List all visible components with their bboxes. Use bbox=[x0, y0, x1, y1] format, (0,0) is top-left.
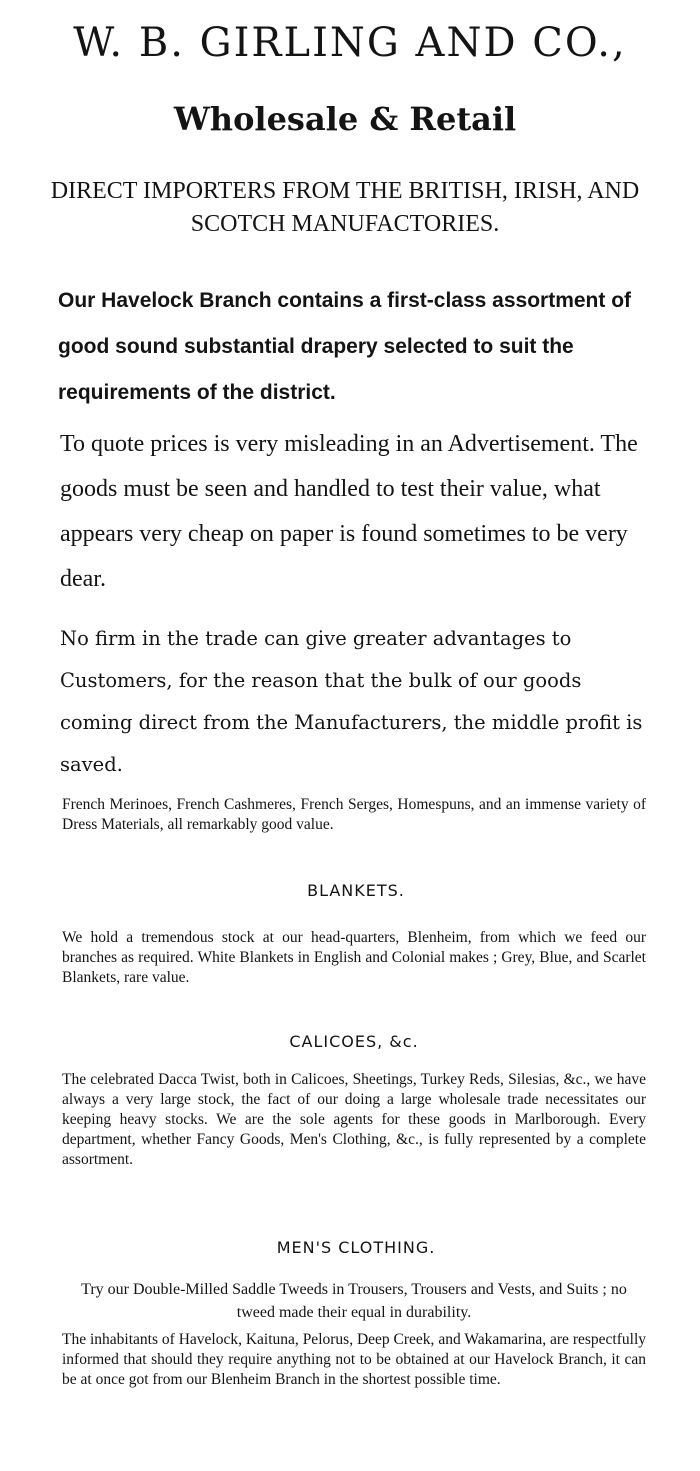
mens-clothing-heading: MEN'S CLOTHING. bbox=[276, 1238, 436, 1257]
calicoes-heading: CALICOES, &c. bbox=[289, 1032, 419, 1051]
tweeds-paragraph: Try our Double-Milled Saddle Tweeds in Trousers, Trousers and Vests, and Suits ; no tweed made their equal in durability. bbox=[81, 1281, 627, 1321]
inhabitants-paragraph: The inhabitants of Havelock, Kaituna, Pelorus, Deep Creek, and Wakamarina, are respectfully informed that should they require anything not to be obtained at our Havelock Branch, it can be at once got from our Blenheim Branch in the shortest possible time. bbox=[62, 1331, 646, 1388]
importers-line: DIRECT IMPORTERS FROM THE BRITISH, IRISH, AND SCOTCH MANUFACTORIES. bbox=[50, 178, 640, 237]
intro-paragraph: Our Havelock Branch contains a first-class assortment of good sound substantial drapery selected to suit the requirements of the district. bbox=[58, 289, 632, 404]
blankets-heading: BLANKETS. bbox=[307, 881, 405, 900]
advantages-paragraph: No firm in the trade can give greater advantages to Customers, for the reason that the bulk of our goods coming direct from the Manufacturers, the middle profit is saved. bbox=[60, 627, 643, 776]
prices-paragraph: To quote prices is very misleading in an Advertisement. The goods must be seen and handled to test their value, what appears very cheap on paper is found sometimes to be very dear. bbox=[60, 431, 638, 592]
calicoes-paragraph: The celebrated Dacca Twist, both in Calicoes, Sheetings, Turkey Reds, Silesias, &c., we have always a very large stock, the fact of our doing a large wholesale trade necessitates our keeping heavy stocks. We are the sole agents for these goods in Marlborough. Every department, whether Fancy Goods, Men's Clothing, &c., is fully represented by a complete assortment. bbox=[62, 1071, 646, 1168]
firm-name: W. B. GIRLING AND CO., bbox=[73, 20, 627, 66]
subtitle: Wholesale & Retail bbox=[173, 100, 517, 138]
dress-materials-paragraph: French Merinoes, French Cashmeres, French Serges, Homespuns, and an immense variety of Dress Materials, all remarkably good value. bbox=[62, 796, 646, 833]
blankets-paragraph: We hold a tremendous stock at our head-quarters, Blenheim, from which we feed our branches as required. White Blankets in English and Colonial makes ; Grey, Blue, and Scarlet Blankets, rare value. bbox=[62, 929, 646, 986]
